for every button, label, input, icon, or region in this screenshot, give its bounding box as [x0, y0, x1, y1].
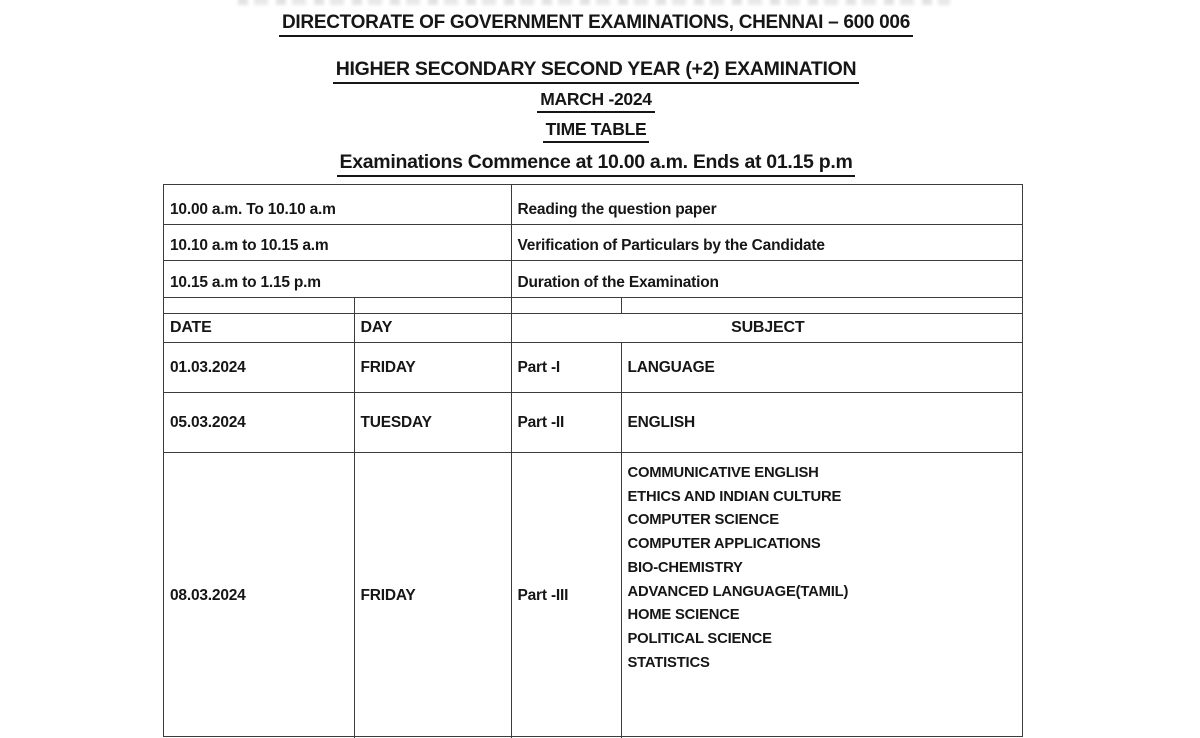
exam-subject: ADVANCED LANGUAGE(TAMIL): [627, 583, 849, 600]
timetable-label: [0, 119, 1192, 143]
exam-subject: LANGUAGE: [627, 358, 715, 376]
session-time: 10.00 a.m. To 10.10 a.m: [164, 185, 512, 224]
session-row-reading: [164, 185, 1022, 225]
session-row-duration: [164, 261, 1022, 298]
exam-month: [0, 89, 1192, 113]
exam-subject: ETHICS AND INDIAN CULTURE: [627, 488, 842, 505]
spacer-cell: [164, 298, 355, 313]
exam-day: TUESDAY: [355, 393, 512, 452]
exam-subject: HOME SCIENCE: [627, 607, 740, 624]
exam-part: Part -I: [512, 343, 622, 392]
session-activity: Verification of Particulars by the Candidate: [517, 237, 825, 254]
column-header-day: DAY: [355, 314, 512, 342]
exam-subject: STATISTICS: [627, 654, 710, 671]
exam-date: 08.03.2024: [164, 453, 355, 738]
exam-day: FRIDAY: [355, 453, 512, 738]
exam-subject: POLITICAL SCIENCE: [627, 630, 772, 647]
column-header-subject: SUBJECT: [731, 319, 805, 336]
column-header-date: DATE: [164, 314, 355, 342]
session-activity: Duration of the Examination: [517, 274, 719, 291]
timetable-table: [163, 184, 1023, 737]
exam-subject-list: [622, 453, 1023, 738]
exam-subject: COMPUTER SCIENCE: [627, 512, 779, 529]
exam-row: [164, 453, 1022, 738]
exam-part: Part -II: [512, 393, 622, 452]
exam-row: [164, 393, 1022, 453]
document-title: [0, 12, 1192, 37]
exam-subject: ENGLISH: [627, 413, 695, 431]
column-header-row: [164, 314, 1022, 343]
session-row-verification: [164, 225, 1022, 261]
spacer-cell: [512, 298, 622, 313]
session-time: 10.10 a.m to 10.15 a.m: [164, 225, 512, 260]
exam-title-text: HIGHER SECONDARY SECOND YEAR (+2) EXAMINATION: [333, 58, 859, 84]
exam-timing-note-text: Examinations Commence at 10.00 a.m. Ends at 01.15 p.m: [337, 151, 856, 177]
exam-subject: BIO-CHEMISTRY: [627, 559, 743, 576]
page-top-cutoff-artifact: [238, 0, 950, 5]
spacer-cell: [355, 298, 512, 313]
timetable-label-text: TIME TABLE: [543, 119, 650, 143]
exam-date: 05.03.2024: [164, 393, 355, 452]
exam-row: [164, 343, 1022, 393]
session-time: 10.15 a.m to 1.15 p.m: [164, 261, 512, 297]
exam-title: [0, 58, 1192, 84]
spacer-cell: [622, 298, 1023, 313]
exam-day: FRIDAY: [355, 343, 512, 392]
exam-subject: COMMUNICATIVE ENGLISH: [627, 465, 819, 481]
exam-subject: COMPUTER APPLICATIONS: [627, 536, 821, 553]
exam-timing-note: [0, 151, 1192, 177]
exam-part: Part -III: [512, 453, 622, 738]
exam-month-text: MARCH -2024: [537, 89, 654, 113]
session-activity: Reading the question paper: [517, 201, 717, 218]
spacer-row: [164, 298, 1022, 314]
document-title-text: DIRECTORATE OF GOVERNMENT EXAMINATIONS, CHENNAI – 600 006: [279, 12, 913, 37]
exam-date: 01.03.2024: [164, 343, 355, 392]
